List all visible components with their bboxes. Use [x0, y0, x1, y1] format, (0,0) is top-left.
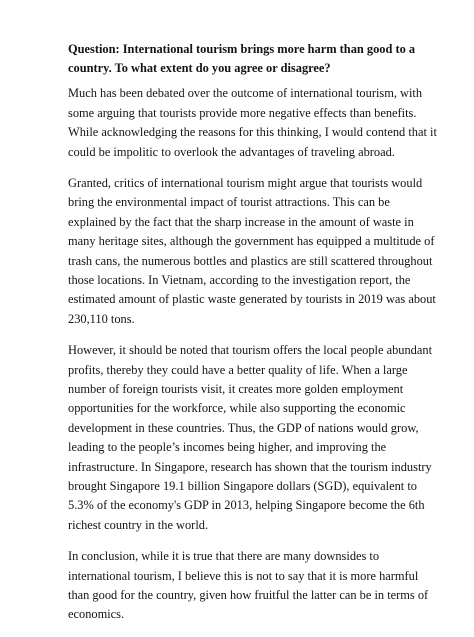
- body-paragraph-benefits: However, it should be noted that tourism offers the local people abundant profits, thereby they could have a better quality of life. When a large number of foreign tourists visit, it creates more golden employment opportunities for the workforce, while also supporting the economic development in these countries. Thus, the GDP of nations would grow, leading to the people’s incomes being higher, and improving the infrastructure. In Singapore, research has shown that the tourism industry brought Singapore 19.1 billion Singapore dollars (SGD), equivalent to 5.3% of the economy's GDP in 2013, helping Singapore become the 6th richest country in the world.: [68, 343, 433, 532]
- conclusion-paragraph: In conclusion, while it is true that there are many downsides to international tourism, I believe this is not to say that it is more harmful than good for the country, given how fruitful the latter can be in terms of economics.: [68, 549, 429, 622]
- introduction-paragraph: Much has been debated over the outcome of international tourism, with some arguing that tourists provide more negative effects than benefits. While acknowledging the reasons for this thinking, I would contend that it could be impolitic to overlook the advantages of traveling abroad.: [68, 86, 437, 159]
- essay-question: Question: International tourism brings more harm than good to a country. To what extent do you agree or disagree?: [68, 42, 416, 76]
- body-paragraph-drawbacks: Granted, critics of international tourism might argue that tourists would bring the environmental impact of tourist attractions. This can be explained by the fact that the sharp increase in the amount of waste in many heritage sites, although the government has equipped a multitude of trash cans, the numerous bottles and plastics are still scattered throughout those locations. In Vietnam, according to the investigation report, the estimated amount of plastic waste generated by tourists in 2019 was about 230,110 tons.: [68, 175, 436, 326]
- essay-body: [68, 40, 440, 637]
